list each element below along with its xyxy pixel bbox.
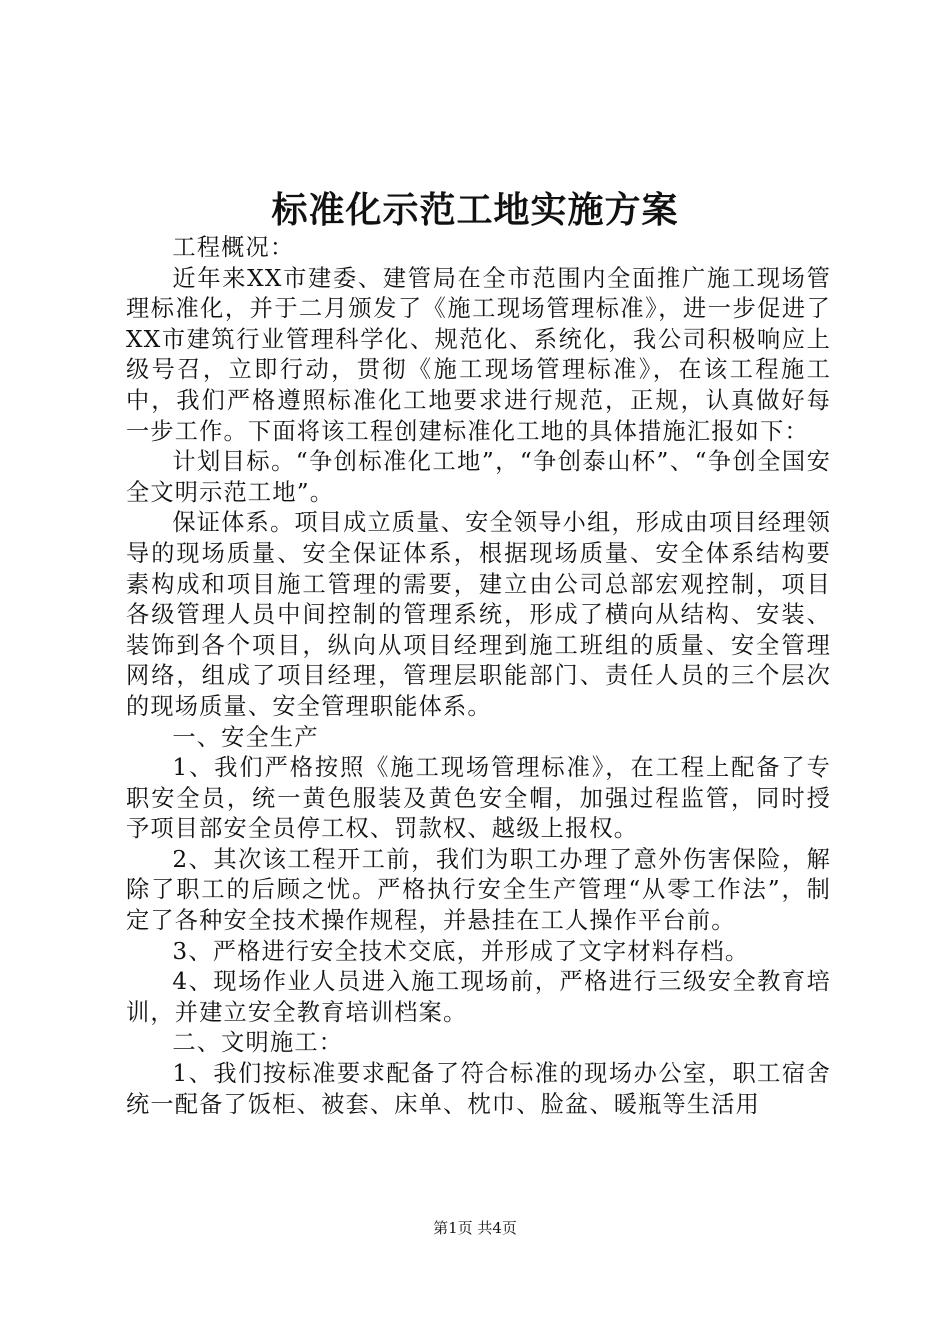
paragraph-civilized-1: 1、我们按标准要求配备了符合标准的现场办公室，职工宿舍统一配备了饭柜、被套、床单、枕巾、脸盆、暖瓶等生活用 <box>126 1060 831 1118</box>
section-heading-civilized: 二、文明施工： <box>172 1029 344 1057</box>
paragraph-safety-3: 3、严格进行安全技术交底，并形成了文字材料存档。 <box>172 937 750 965</box>
document-body <box>126 233 831 1120</box>
page-footer: 第1页 共4页 <box>433 1219 517 1237</box>
paragraph-safety-1: 1、我们严格按照《施工现场管理标准》，在工程上配备了专职安全员，统一黄色服装及黄色安全帽，加强过程监管，同时授予项目部安全员停工权、罚款权、越级上报权。 <box>126 754 831 843</box>
document-title: 标准化示范工地实施方案 <box>271 189 679 231</box>
paragraph-overview-heading: 工程概况： <box>172 234 295 261</box>
paragraph-guarantee-system: 保证体系。项目成立质量、安全领导小组，形成由项目经理领导的现场质量、安全保证体系，根据现场质量、安全体系结构要素构成和项目施工管理的需要，建立由公司总部宏观控制，项目各级管理人员中间控制的管理系统，形成了横向从结构、安装、装饰到各个项目，纵向从项目经理到施工班组的质量、安全管理网络，组成了项目经理，管理层职能部门、责任人员的三个层次的现场质量、安全管理职能体系。 <box>126 509 831 720</box>
paragraph-safety-4: 4、现场作业人员进入施工现场前，严格进行三级安全教育培训，并建立安全教育培训档案。 <box>126 968 831 1026</box>
paragraph-overview: 近年来XX市建委、建管局在全市范围内全面推广施工现场管理标准化，并于二月颁发了《施工现场管理标准》，进一步促进了XX市建筑行业管理科学化、规范化、系统化，我公司积极响应上级号召，立即行动，贯彻《施工现场管理标准》，在该工程施工中，我们严格遵照标准化工地要求进行规范，正规，认真做好每一步工作。下面将该工程创建标准化工地的具体措施汇报如下： <box>126 264 831 445</box>
paragraph-safety-2: 2、其次该工程开工前，我们为职工办理了意外伤害保险，解除了职工的后顾之忧。严格执行安全生产管理“从零工作法”，制定了各种安全技术操作规程，并悬挂在工人操作平台前。 <box>126 845 831 935</box>
section-heading-safety: 一、安全生产 <box>172 723 319 751</box>
paragraph-plan-target: 计划目标。“争创标准化工地”，“争创泰山杯”、“争创全国安全文明示范工地”。 <box>126 448 831 506</box>
